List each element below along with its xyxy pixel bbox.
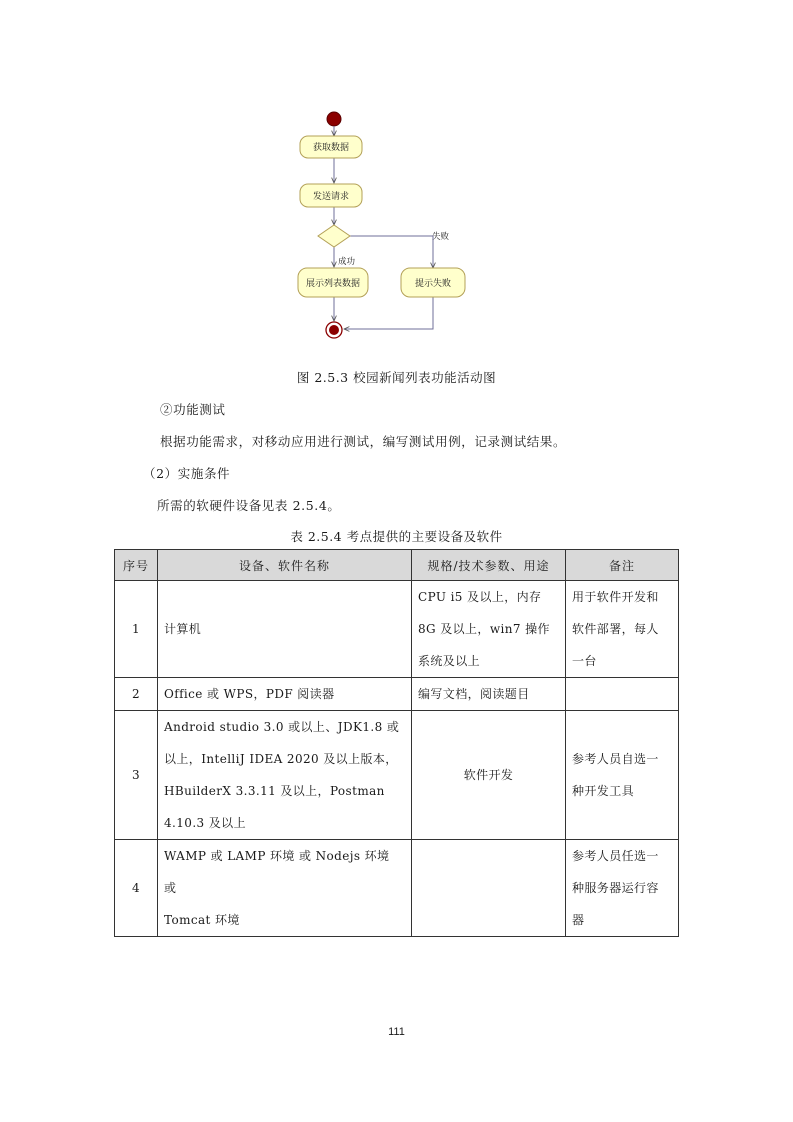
table-row: [115, 711, 679, 840]
cell-line: 系统及以上: [418, 654, 481, 668]
cell-line: 8G 及以上，win7 操作: [418, 622, 550, 636]
activity-diagram: [290, 108, 480, 344]
cell-line: 4.10.3 及以上: [164, 816, 246, 830]
cell-line: [418, 872, 559, 904]
table-row: [115, 581, 679, 678]
cell-line: 器: [572, 913, 585, 927]
cell-line: 用于软件开发和: [572, 590, 659, 604]
figure-caption: 图 2.5.3 校园新闻列表功能活动图: [296, 370, 497, 385]
table-header-row: [115, 550, 679, 581]
cell-no: 4: [115, 840, 158, 937]
end-node-inner: [329, 325, 339, 335]
cell-note: [566, 840, 679, 937]
cell-spec: [412, 678, 566, 711]
cell-line: 编写文档，阅读题目: [418, 687, 530, 701]
cell-line: WAMP 或 LAMP 环境 或 Nodejs 环境 或: [164, 849, 390, 895]
function-test-heading: ②功能测试: [160, 402, 226, 417]
cell-name: [158, 711, 412, 840]
conditions-heading: （2）实施条件: [143, 466, 231, 481]
edge-label-failure: 失败: [432, 232, 450, 242]
cell-note: [566, 711, 679, 840]
cell-line: 参考人员任选一: [572, 849, 659, 863]
cell-line: 种服务器运行容: [572, 881, 659, 895]
node-send-request-label: 发送请求: [312, 192, 350, 202]
cell-line: 计算机: [164, 622, 202, 636]
cell-note: [566, 581, 679, 678]
cell-line: [572, 678, 672, 710]
cell-spec: [412, 840, 566, 937]
cell-line: 软件开发: [463, 768, 514, 782]
cell-spec: [412, 581, 566, 678]
cell-line: 种开发工具: [572, 784, 635, 798]
header-no: 序号: [115, 550, 158, 581]
cell-name: [158, 840, 412, 937]
table-row: [115, 678, 679, 711]
cell-note: [566, 678, 679, 711]
header-name: 设备、软件名称: [158, 550, 412, 581]
cell-name: [158, 678, 412, 711]
cell-line: 软件部署，每人: [572, 622, 659, 636]
cell-line: Tomcat 环境: [164, 913, 240, 927]
cell-no: 2: [115, 678, 158, 711]
start-node: [327, 112, 341, 126]
equipment-table: [114, 549, 679, 937]
cell-line: Android studio 3.0 或以上、JDK1.8 或: [164, 720, 400, 734]
node-show-fail-label: 提示失败: [414, 279, 452, 289]
header-note: 备注: [566, 550, 679, 581]
edge-decision-failure: [348, 236, 433, 268]
edge-label-success: 成功: [338, 257, 356, 267]
decision-node: [318, 225, 350, 247]
function-test-paragraph: 根据功能需求，对移动应用进行测试，编写测试用例，记录测试结果。: [160, 434, 567, 449]
edge-show-fail-to-end: [344, 297, 433, 329]
cell-line: HBuilderX 3.3.11 及以上，Postman: [164, 784, 385, 798]
cell-name: [158, 581, 412, 678]
cell-line: Office 或 WPS，PDF 阅读器: [164, 687, 335, 701]
header-spec: 规格/技术参数、用途: [412, 550, 566, 581]
cell-no: 1: [115, 581, 158, 678]
table-caption: 表 2.5.4 考点提供的主要设备及软件: [290, 529, 503, 544]
cell-line: 一台: [572, 654, 597, 668]
conditions-paragraph: 所需的软硬件设备见表 2.5.4。: [157, 498, 341, 513]
node-get-data-label: 获取数据: [312, 143, 350, 153]
cell-line: 以上，IntelliJ IDEA 2020 及以上版本，: [164, 752, 398, 766]
cell-no: 3: [115, 711, 158, 840]
cell-line: 参考人员自选一: [572, 752, 659, 766]
cell-line: CPU i5 及以上，内存: [418, 590, 542, 604]
node-show-list-label: 展示列表数据: [305, 279, 361, 289]
cell-spec: [412, 711, 566, 840]
table-row: [115, 840, 679, 937]
page-number: 111: [388, 1026, 405, 1038]
